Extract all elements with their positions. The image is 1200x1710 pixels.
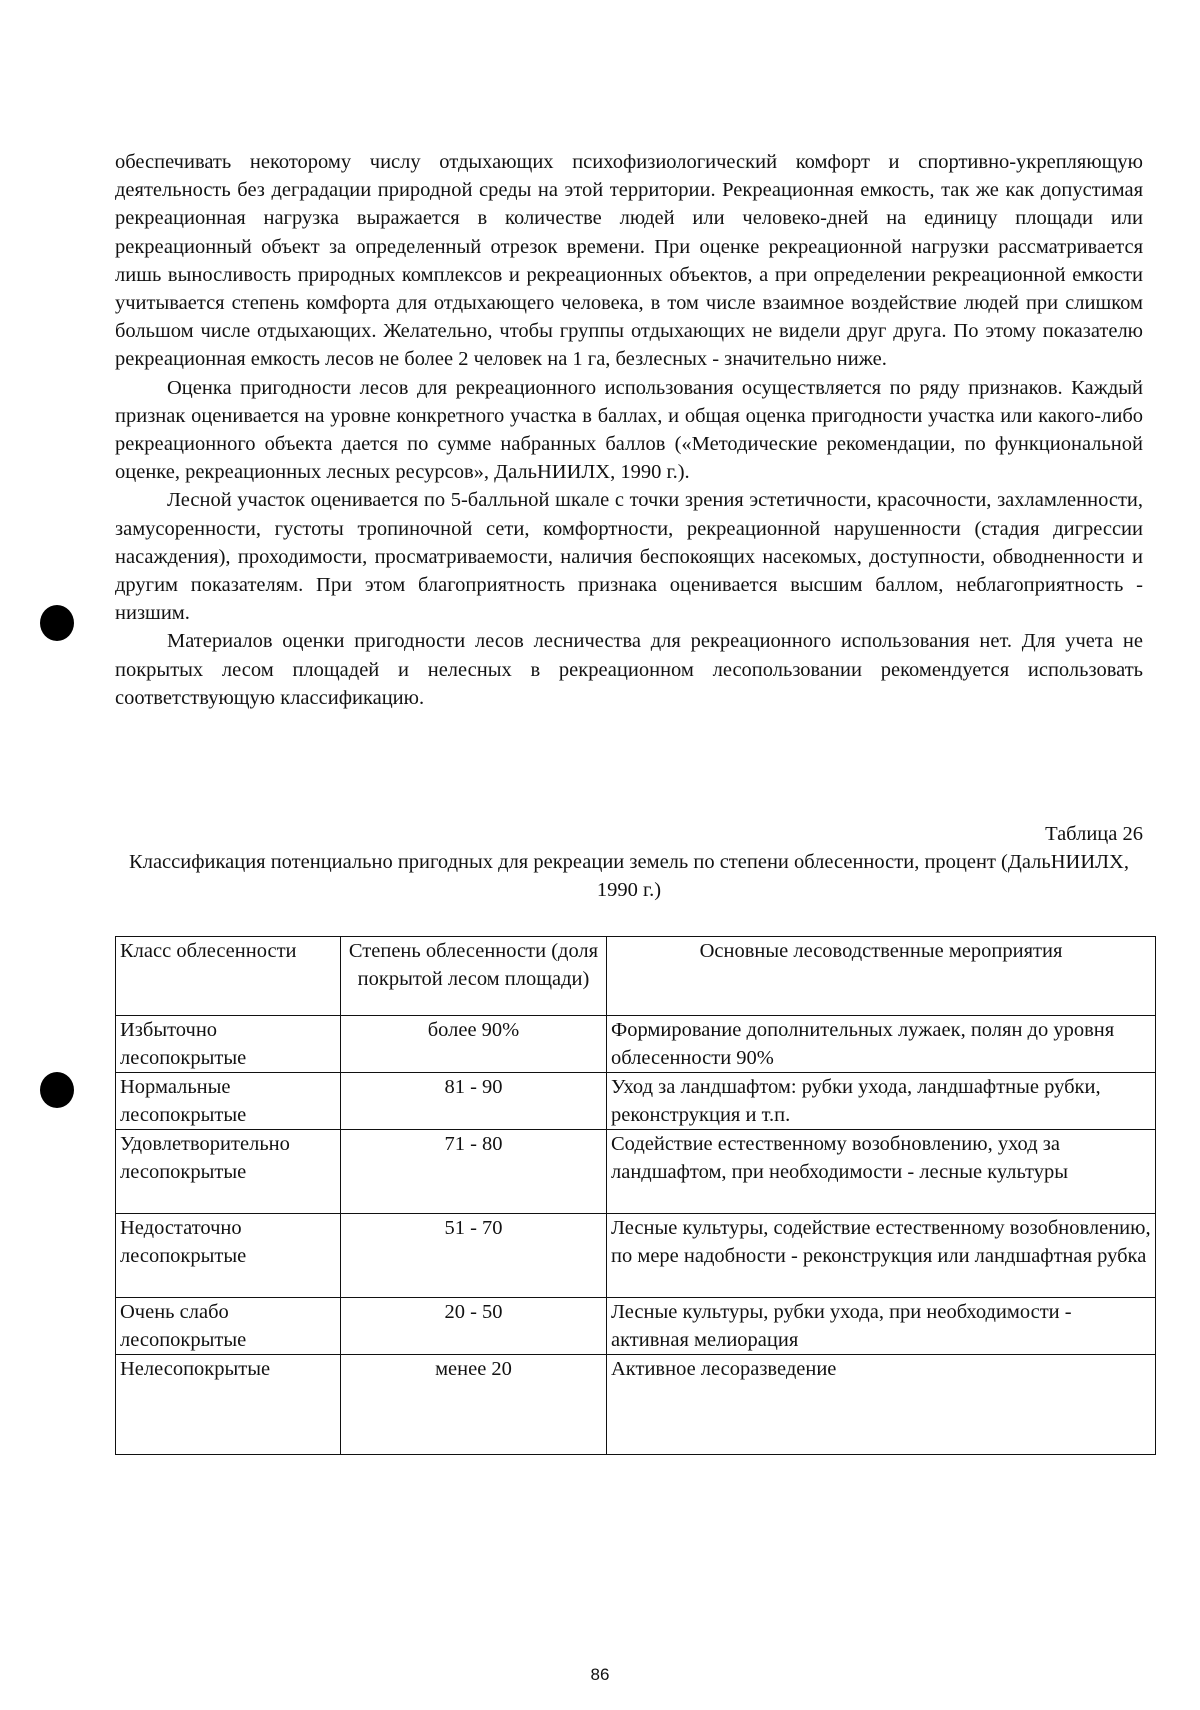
cell-degree: 51 - 70 [341,1214,607,1298]
cell-degree: более 90% [341,1016,607,1073]
table-header-row [116,937,1156,1016]
table-row [116,1073,1156,1130]
header-cell: Класс облесенности [116,937,341,1016]
cell-degree: 20 - 50 [341,1298,607,1355]
cell-degree: 81 - 90 [341,1073,607,1130]
cell-class: Удовлетворительно лесопокрытые [116,1130,341,1214]
cell-measures: Лесные культуры, рубки ухода, при необходимости - активная мелиорация [607,1298,1156,1355]
cell-class: Нормальные лесопокрытые [116,1073,341,1130]
table-row [116,1355,1156,1455]
binder-hole-mark [40,1072,74,1108]
body-text [115,148,1143,712]
cell-class: Недостаточно лесопокрытые [116,1214,341,1298]
cell-class: Очень слабо лесопокрытые [116,1298,341,1355]
cell-degree: 71 - 80 [341,1130,607,1214]
cell-measures: Лесные культуры, содействие естественному возобновлению, по мере надобности - реконструкция или ландшафтная рубка [607,1214,1156,1298]
header-cell: Степень облесенности (доля покрытой лесом площади) [341,937,607,1016]
cell-class: Избыточно лесопокрытые [116,1016,341,1073]
cell-measures: Активное лесоразведение [607,1355,1156,1455]
table-number: Таблица 26 [1045,823,1143,845]
table-row [116,1298,1156,1355]
cell-class: Нелесопокрытые [116,1355,341,1455]
paragraph: Оценка пригодности лесов для рекреационного использования осуществляется по ряду признаков. Каждый признак оценивается на уровне конкретного участка в баллах, и общая оценка пригодности участка или какого-либо рекреационного объекта дается по сумме набранных баллов («Методические рекомендации, по функциональной оценке, рекреационных лесных ресурсов», ДальНИИЛХ, 1990 г.). [115,376,1143,484]
classification-table [115,936,1156,1455]
table-row [116,1130,1156,1214]
cell-measures: Формирование дополнительных лужаек, полян до уровня облесенности 90% [607,1016,1156,1073]
cell-measures: Уход за ландшафтом: рубки ухода, ландшафтные рубки, реконструкция и т.п. [607,1073,1156,1130]
binder-hole-mark [40,605,74,641]
cell-degree: менее 20 [341,1355,607,1455]
paragraph: Лесной участок оценивается по 5-балльной шкале с точки зрения эстетичности, красочности, захламленности, замусоренности, густоты тропиночной сети, комфортности, рекреационной нарушенности (стадия дигрессии насаждения), проходимости, просматриваемости, наличия беспокоящих насекомых, доступности, обводненности и другим показателям. При этом благоприятность признака оценивается высшим баллом, неблагоприятность - низшим. [115,489,1143,625]
table-row [116,1214,1156,1298]
paragraph: обеспечивать некоторому числу отдыхающих психофизиологический комфорт и спортивно-укрепляющую деятельность без деградации природной среды на этой территории. Рекреационная емкость, так же как допустимая рекреационная нагрузка выражается в количестве людей или человеко-дней на единицу площади или рекреационный объект за определенный отрезок времени. При оценке рекреационной нагрузки рассматривается лишь выносливость природных комплексов и рекреационных объектов, а при определении рекреационной емкости учитывается степень комфорта для отдыхающего человека, в том числе взаимное воздействие людей при слишком большом числе отдыхающих. Желательно, чтобы группы отдыхающих не видели друг друга. По этому показателю рекреационная емкость лесов не более 2 человек на 1 га, безлесных - значительно ниже. [115,151,1143,371]
cell-measures: Содействие естественному возобновлению, уход за ландшафтом, при необходимости - лесные культуры [607,1130,1156,1214]
table-row [116,1016,1156,1073]
paragraph: Материалов оценки пригодности лесов лесничества для рекреационного использования нет. Для учета не покрытых лесом площадей и нелесных в рекреационном лесопользовании рекомендуется использовать соответствующую классификацию. [115,630,1143,709]
table-title: Классификация потенциально пригодных для рекреации земель по степени облесенности, процент (ДальНИИЛХ, 1990 г.) [129,851,1129,901]
table-caption [115,820,1143,904]
header-cell: Основные лесоводственные мероприятия [607,937,1156,1016]
page-number: 86 [590,1665,610,1684]
